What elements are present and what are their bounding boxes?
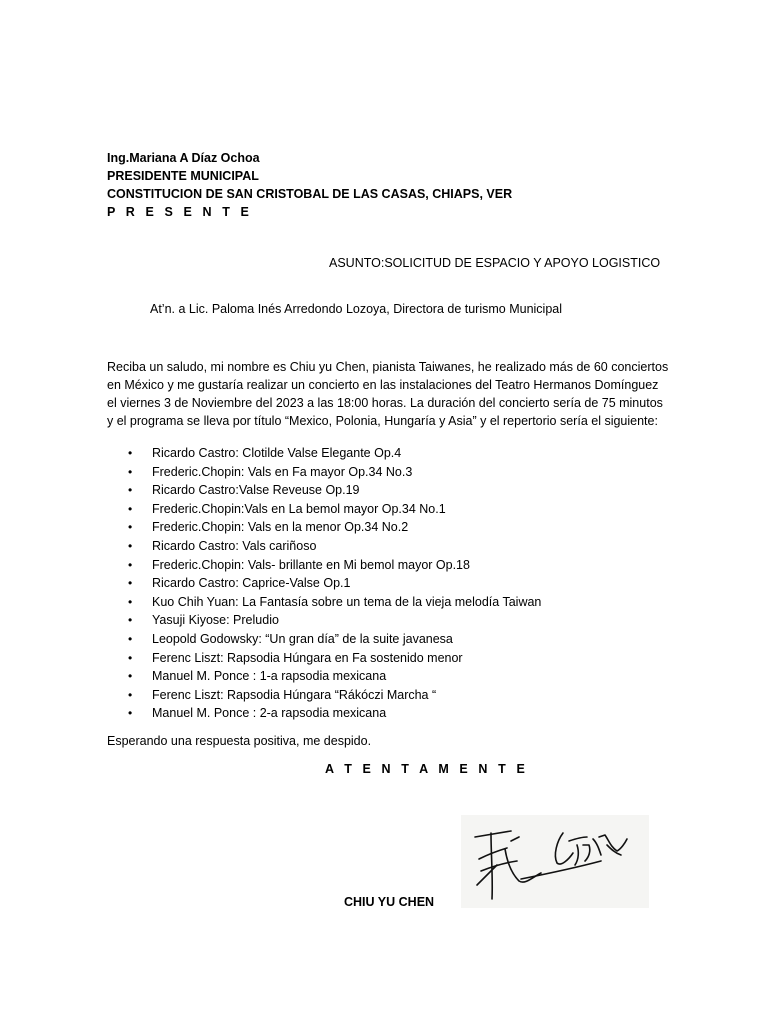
- bullet-icon: •: [128, 687, 133, 702]
- list-item-text: Leopold Godowsky: “Un gran día” de la suite javanesa: [152, 631, 453, 646]
- list-item-text: Ferenc Liszt: Rapsodia Húngara en Fa sostenido menor: [152, 650, 463, 665]
- list-item-text: Yasuji Kiyose: Preludio: [152, 613, 279, 628]
- list-item-text: Frederic.Chopin:Vals en La bemol mayor Op.34 No.1: [152, 501, 446, 516]
- signature-image: [461, 815, 649, 908]
- body-line: el viernes 3 de Noviembre del 2023 a las 18:00 horas. La duración del concierto sería de 75 minutos: [107, 396, 663, 410]
- list-item-text: Ricardo Castro: Clotilde Valse Elegante Op.4: [152, 446, 402, 460]
- recipient-name: Ing.Mariana A Díaz Ochoa: [107, 151, 260, 165]
- list-item-text: Kuo Chih Yuan: La Fantasía sobre un tema de la vieja melodía Taiwan: [152, 594, 542, 609]
- list-item: [128, 481, 541, 500]
- bullet-icon: •: [128, 613, 133, 628]
- bullet-icon: •: [128, 520, 133, 535]
- presente-heading: P R E S E N T E: [107, 205, 253, 219]
- list-item: [128, 686, 541, 705]
- list-item: [128, 649, 541, 668]
- list-item-text: Ferenc Liszt: Rapsodia Húngara “Rákóczi Marcha “: [152, 687, 437, 702]
- list-item: [128, 444, 541, 463]
- bullet-icon: •: [128, 650, 133, 665]
- list-item: [128, 611, 541, 630]
- bullet-icon: •: [128, 669, 133, 684]
- signature-name: CHIU YU CHEN: [344, 895, 435, 909]
- bullet-icon: •: [128, 464, 133, 479]
- body-paragraph: [107, 358, 669, 430]
- bullet-icon: •: [128, 594, 133, 609]
- attention-line: At’n. a Lic. Paloma Inés Arredondo Lozoya, Directora de turismo Municipal: [150, 302, 563, 316]
- list-item: [128, 593, 541, 612]
- repertoire-list: [128, 444, 541, 723]
- bullet-icon: •: [128, 576, 133, 591]
- body-line: y el programa se lleva por título “Mexico, Polonia, Hungaría y Asia” y el repertorio sería el siguiente:: [107, 414, 658, 428]
- closing-line: Esperando una respuesta positiva, me despido.: [107, 734, 372, 748]
- body-line: Reciba un saludo, mi nombre es Chiu yu Chen, pianista Taiwanes, he realizado más de 60 conciertos: [107, 360, 669, 374]
- list-item-text: Frederic.Chopin: Vals- brillante en Mi bemol mayor Op.18: [152, 557, 470, 572]
- signature-drawing: [461, 815, 649, 908]
- sign-off: A T E N T A M E N T E: [325, 762, 529, 776]
- recipient-title: PRESIDENTE MUNICIPAL: [107, 169, 259, 183]
- list-item: [128, 518, 541, 537]
- bullet-icon: •: [128, 483, 133, 498]
- bullet-icon: •: [128, 501, 133, 516]
- list-item: [128, 667, 541, 686]
- list-item: [128, 537, 541, 556]
- list-item-text: Frederic.Chopin: Vals en la menor Op.34 No.2: [152, 520, 409, 535]
- list-item-text: Ricardo Castro: Vals cariñoso: [152, 538, 317, 553]
- list-item: [128, 463, 541, 482]
- bullet-icon: •: [128, 446, 133, 460]
- list-item-text: Manuel M. Ponce : 1-a rapsodia mexicana: [152, 669, 387, 684]
- list-item: [128, 556, 541, 575]
- list-item: [128, 704, 541, 723]
- subject-line: ASUNTO:SOLICITUD DE ESPACIO Y APOYO LOGISTICO: [329, 256, 661, 270]
- list-item: [128, 500, 541, 519]
- list-item-text: Frederic.Chopin: Vals en Fa mayor Op.34 No.3: [152, 464, 413, 479]
- list-item-text: Manuel M. Ponce : 2-a rapsodia mexicana: [152, 706, 387, 721]
- bullet-icon: •: [128, 706, 133, 721]
- list-item-text: Ricardo Castro:Valse Reveuse Op.19: [152, 483, 360, 498]
- bullet-icon: •: [128, 631, 133, 646]
- list-item: [128, 574, 541, 593]
- list-item: [128, 630, 541, 649]
- list-item-text: Ricardo Castro: Caprice-Valse Op.1: [152, 576, 351, 591]
- bullet-icon: •: [128, 538, 133, 553]
- bullet-icon: •: [128, 557, 133, 572]
- body-line: en México y me gustaría realizar un concierto en las instalaciones del Teatro Hermanos Domínguez: [107, 378, 659, 392]
- recipient-institution: CONSTITUCION DE SAN CRISTOBAL DE LAS CASAS, CHIAPS, VER: [107, 187, 513, 201]
